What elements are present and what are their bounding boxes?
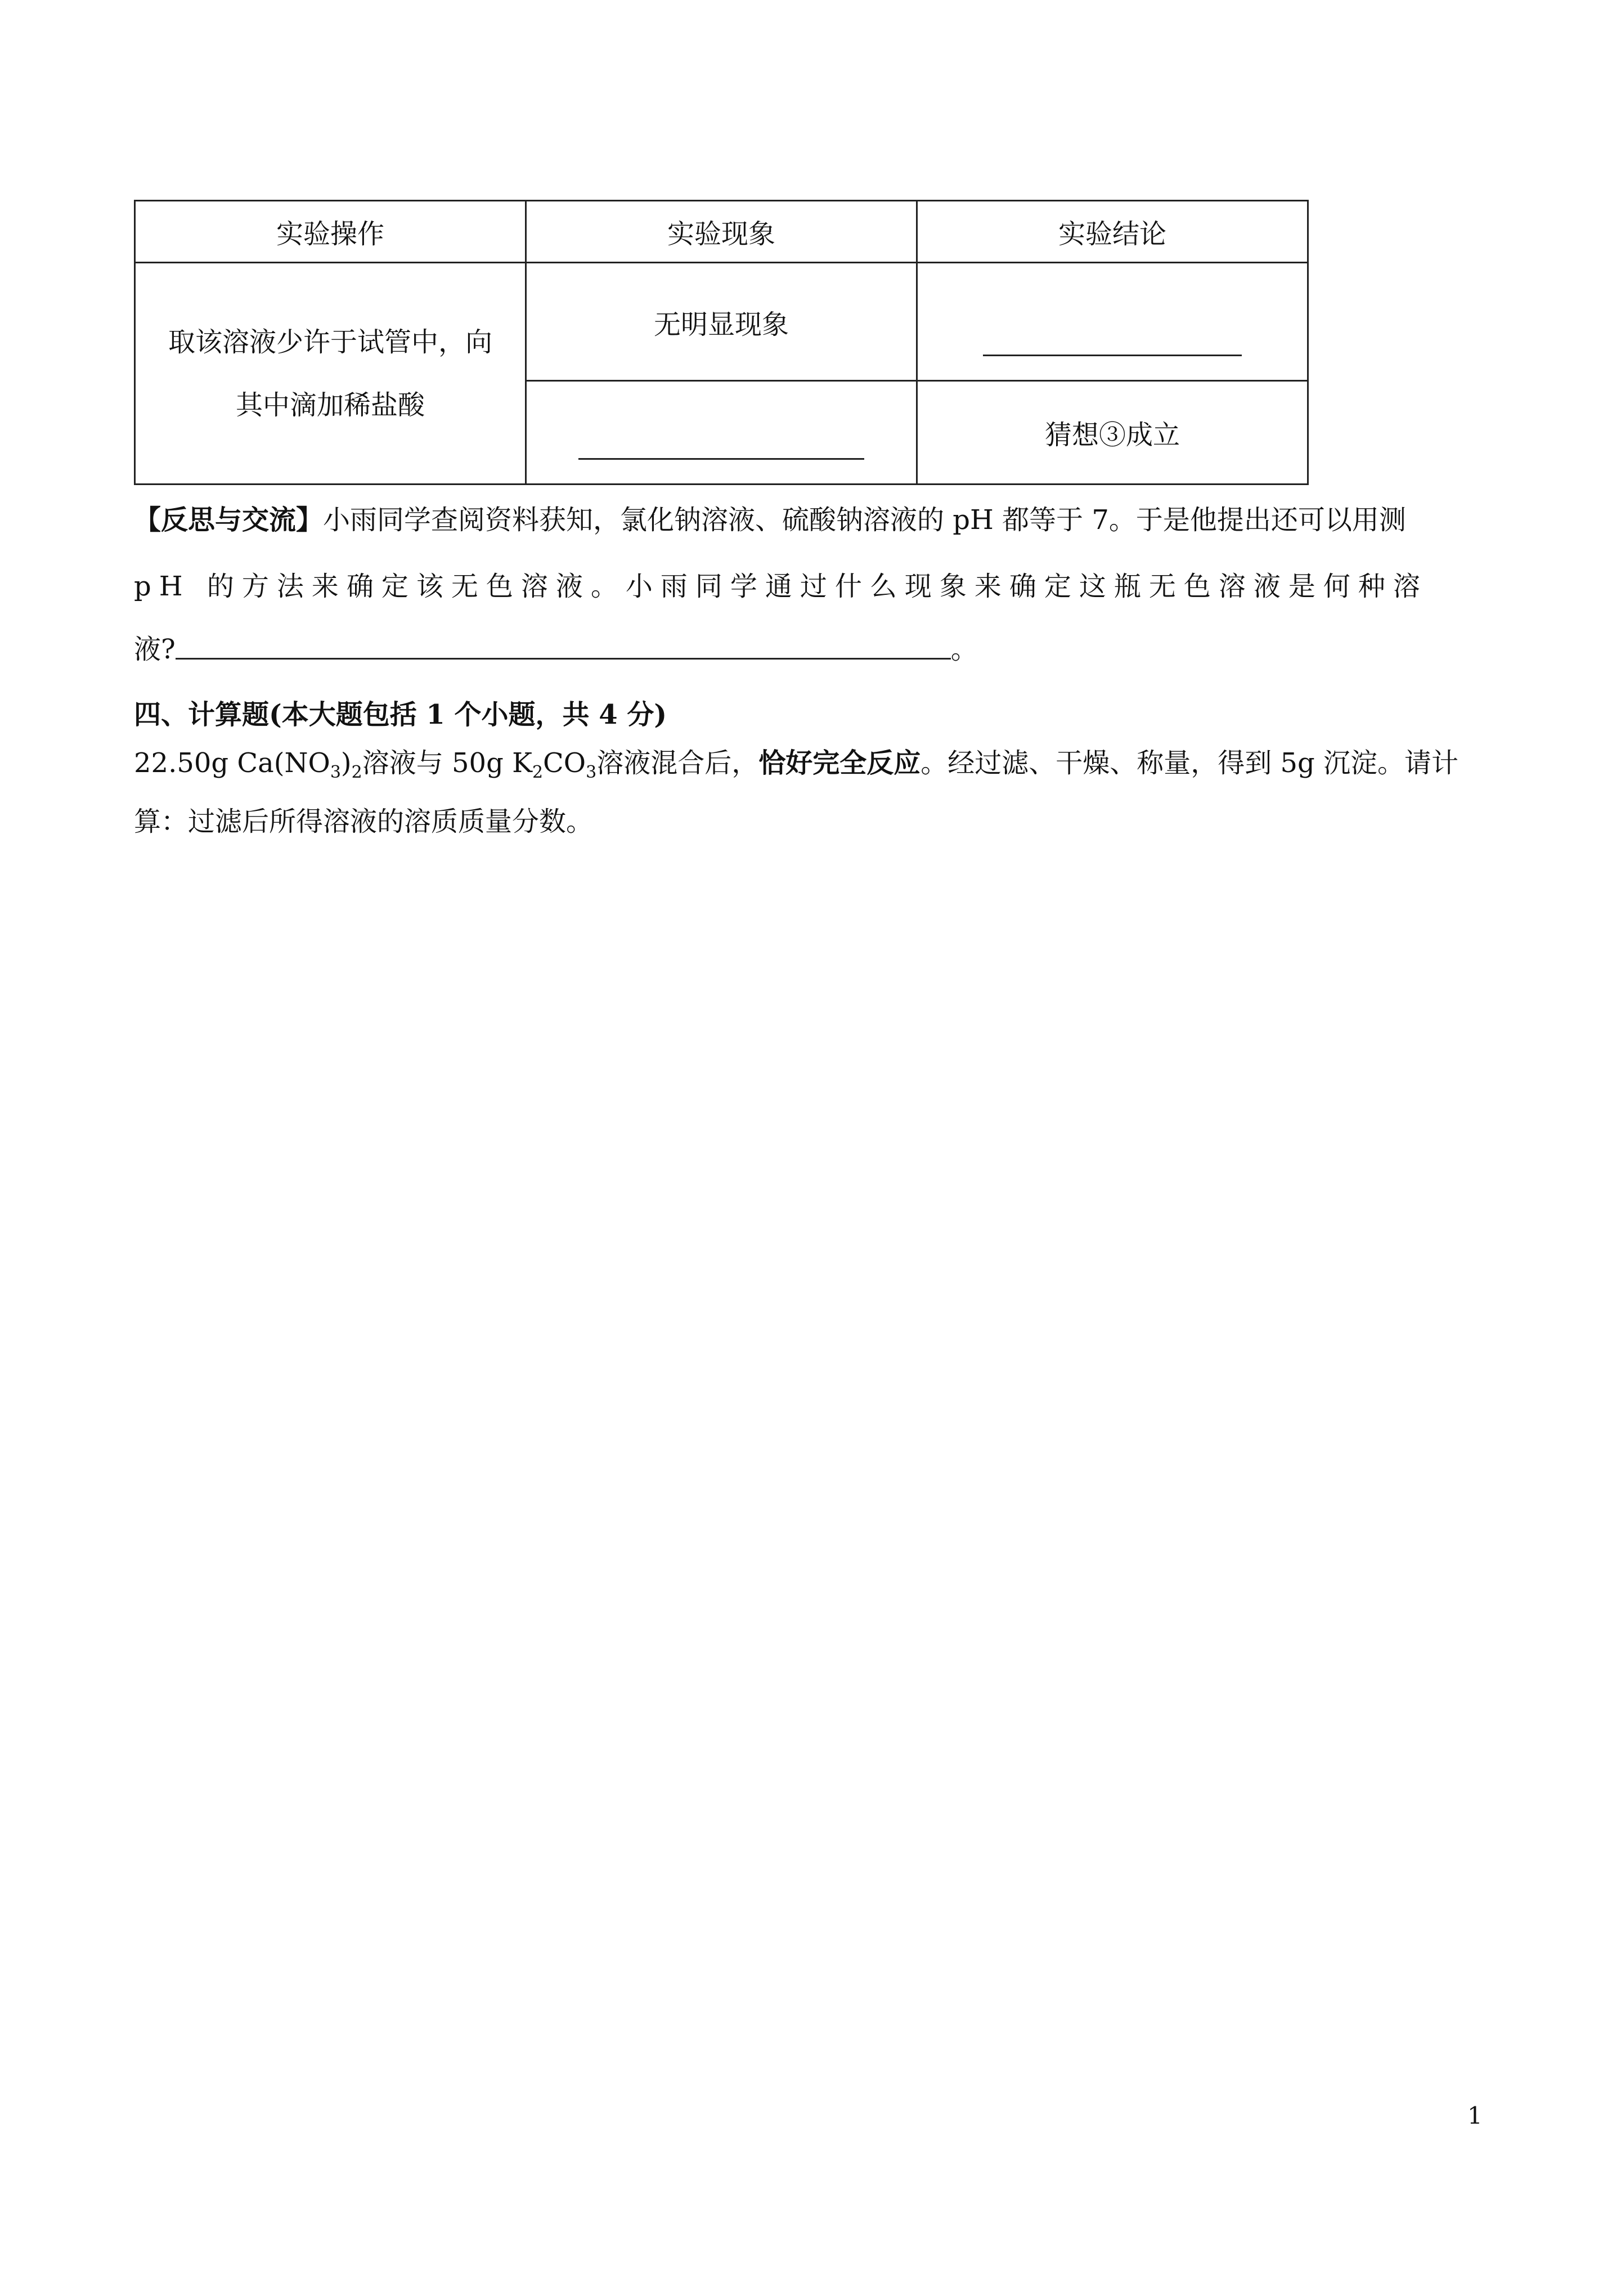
q-sub: 2	[351, 763, 362, 782]
q-text: 22.50g Ca(NO	[134, 747, 330, 779]
q-sub: 2	[532, 763, 544, 782]
phenomenon-cell-2	[526, 381, 917, 485]
q-text: 溶液混合后，	[596, 747, 759, 779]
reflection-text-3: 液?	[134, 634, 176, 665]
reflection-line-1	[134, 503, 1478, 537]
q-text: CO	[543, 747, 586, 779]
phenomenon-cell-1: 无明显现象	[526, 263, 917, 381]
question-line-1	[134, 746, 1478, 790]
reflection-tag: 【反思与交流】	[134, 504, 324, 536]
q-emphasis: 恰好完全反应	[758, 747, 921, 779]
page-number: 1	[1467, 2102, 1483, 2129]
table-header-row	[135, 201, 1308, 263]
experiment-table	[134, 200, 1309, 485]
answer-blank[interactable]	[578, 456, 864, 460]
header-operation: 实验操作	[135, 201, 526, 263]
reflection-text-1: 小雨同学查阅资料获知，氯化钠溶液、硫酸钠溶液的 pH 都等于 7。于是他提出还可以用测	[323, 504, 1406, 536]
reflection-period: 。	[950, 634, 978, 665]
header-conclusion: 实验结论	[917, 201, 1308, 263]
reflection-line-3	[134, 633, 1478, 666]
q-sub: 3	[330, 763, 341, 782]
operation-line-2: 其中滴加稀盐酸	[235, 389, 425, 421]
section-heading: 四、计算题(本大题包括 1 个小题，共 4 分)	[134, 699, 667, 730]
conclusion-cell-1	[917, 263, 1308, 381]
header-phenomenon: 实验现象	[526, 201, 917, 263]
conclusion-cell-2: 猜想③成立	[917, 381, 1308, 485]
table-row	[135, 263, 1308, 381]
answer-blank[interactable]	[983, 352, 1242, 356]
q-text: 溶液与 50g K	[362, 747, 532, 779]
q-text: 。经过滤、干燥、称量，得到 5g 沉淀。请计	[920, 747, 1459, 779]
question-line-2: 算：过滤后所得溶液的溶质质量分数。	[134, 806, 594, 837]
reflection-line-2: pH 的方法来确定该无色溶液。小雨同学通过什么现象来确定这瓶无色溶液是何种溶	[134, 571, 1428, 602]
operation-cell	[135, 263, 526, 485]
q-text: )	[340, 747, 352, 779]
answer-blank[interactable]	[176, 656, 951, 660]
q-sub: 3	[586, 763, 597, 782]
operation-line-1: 取该溶液少许于试管中，向	[168, 326, 492, 358]
